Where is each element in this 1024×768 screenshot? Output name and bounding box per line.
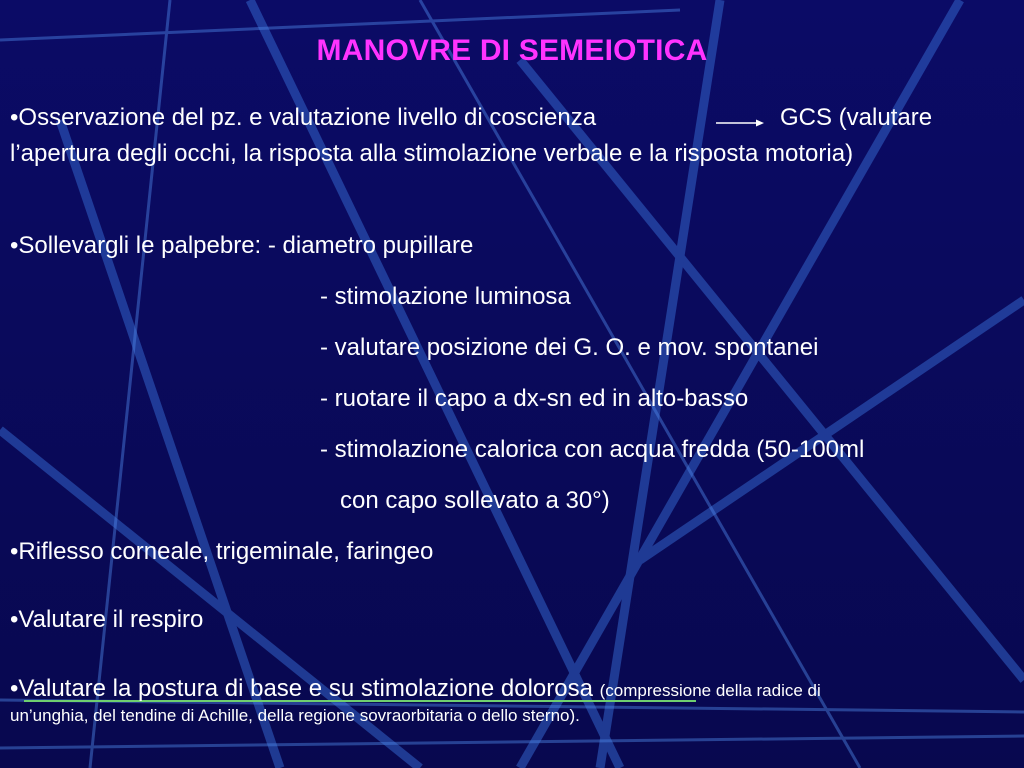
item-riflesso [10,538,433,567]
item-osservazione-text: Osservazione del pz. e valutazione livello di coscienza [18,104,597,131]
bullet: • [10,232,19,259]
item-osservazione-gcs: GCS (valutare [780,104,933,131]
bullet: • [10,104,19,131]
item-osservazione-line2: l’apertura degli occhi, la risposta alla stimolazione verbale e la risposta motoria) [10,140,854,167]
item-postura-line2: un’unghia, del tendine di Achille, della regione sovraorbitaria o dello sterno). [10,706,580,725]
sub-item: - stimolazione luminosa [320,283,571,310]
item-respiro [10,606,203,635]
item-sollevargli-text: Sollevargli le palpebre: - diametro pupillare [18,232,474,259]
item-osservazione [10,104,596,133]
item-riflesso-text: Riflesso corneale, trigeminale, faringeo [18,538,434,565]
sub-item: - valutare posizione dei G. O. e mov. spontanei [320,334,819,361]
slide-title: MANOVRE DI SEMEIOTICA [316,34,708,67]
sub-item: con capo sollevato a 30°) [340,487,610,514]
item-sollevargli [10,232,473,261]
item-postura-text: Valutare la postura di base e su stimolazione dolorosa [18,675,593,702]
item-postura [10,675,821,704]
item-postura-small: (compressione della radice di [599,681,821,700]
item-respiro-text: Valutare il respiro [18,606,204,633]
sub-item: - ruotare il capo a dx-sn ed in alto-basso [320,385,749,412]
sub-item: - stimolazione calorica con acqua fredda (50-100ml [320,436,865,463]
bullet: • [10,675,19,702]
bullet: • [10,606,19,633]
arrow-right-icon [716,118,764,128]
bullet: • [10,538,19,565]
